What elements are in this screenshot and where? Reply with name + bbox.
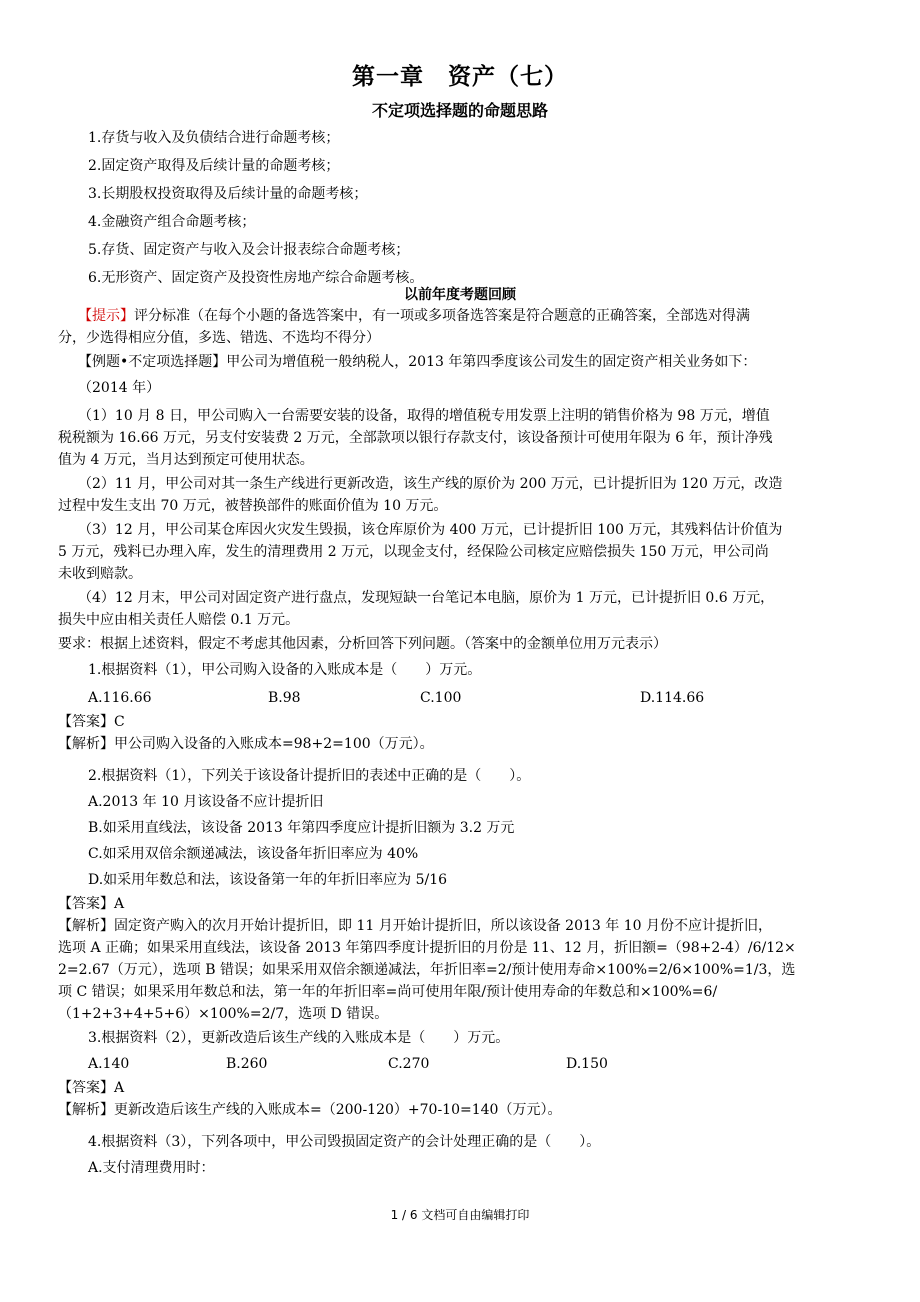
topic-item: 5.存货、固定资产与收入及会计报表综合命题考核； xyxy=(88,242,410,258)
material-2-line-1: （2）11 月，甲公司对其一条生产线进行更新改造，该生产线的原价为 200 万元，已计提折旧为 120 万元，改造 xyxy=(78,476,783,492)
section-title: 以前年度考题回顾 xyxy=(404,287,516,303)
option-b: B.260 xyxy=(226,1056,268,1072)
topic-item: 3.长期股权投资取得及后续计量的命题考核； xyxy=(88,186,368,202)
example-intro: 【例题•不定项选择题】甲公司为增值税一般纳税人，2013 年第四季度该公司发生的固定资产相关业务如下： xyxy=(78,354,757,370)
material-1-line-1: （1）10 月 8 日，甲公司购入一台需要安装的设备，取得的增值税专用发票上注明的销售价格为 98 万元，增值 xyxy=(78,408,770,424)
material-1-line-3: 值为 4 万元，当月达到预定可使用状态。 xyxy=(58,452,314,468)
subtitle: 不定项选择题的命题思路 xyxy=(371,101,548,120)
question-4-stem: 4.根据资料（3），下列各项中，甲公司毁损固定资产的会计处理正确的是（ ）。 xyxy=(88,1134,601,1150)
page-footer: 1 / 6 文档可自由编辑打印 xyxy=(390,1208,530,1222)
option-d: D.150 xyxy=(566,1056,608,1072)
option-c: C.如采用双倍余额递减法，该设备年折旧率应为 40% xyxy=(88,846,419,862)
example-year: （2014 年） xyxy=(78,380,161,396)
material-3-line-1: （3）12 月，甲公司某仓库因火灾发生毁损，该仓库原价为 400 万元，已计提折旧 100 万元，其残料估计价值为 xyxy=(78,522,783,538)
question-2-analysis-line: 选项 A 正确；如果采用直线法，该设备 2013 年第四季度计提折旧的月份是 11、12 月，折旧额=（98+2-4）/6/12× xyxy=(58,940,796,956)
requirement: 要求：根据上述资料，假定不考虑其他因素，分析回答下列问题。（答案中的金额单位用万元表示） xyxy=(58,636,667,652)
material-4-line-2: 损失中应由相关责任人赔偿 0.1 万元。 xyxy=(58,612,300,628)
topic-item: 2.固定资产取得及后续计量的命题考核； xyxy=(88,158,340,174)
option-b: B.如采用直线法，该设备 2013 年第四季度应计提折旧额为 3.2 万元 xyxy=(88,820,515,836)
option-a: A.支付清理费用时： xyxy=(88,1160,215,1176)
question-2-analysis-line: （1+2+3+4+5+6）×100%=2/7，选项 D 错误。 xyxy=(58,1006,389,1022)
hint-text: 评分标准（在每个小题的备选答案中，有一项或多项备选答案是符合题意的正确答案，全部选对得满 xyxy=(134,308,750,324)
question-3-analysis: 【解析】更新改造后该生产线的入账成本=（200-120）+70-10=140（万元）。 xyxy=(58,1102,562,1118)
option-a: A.116.66 xyxy=(88,690,152,706)
topic-item: 6.无形资产、固定资产及投资性房地产综合命题考核。 xyxy=(88,270,424,286)
topic-item: 4.金融资产组合命题考核； xyxy=(88,214,256,230)
material-2-line-2: 过程中发生支出 70 万元，被替换部件的账面价值为 10 万元。 xyxy=(58,498,448,514)
material-4-line-1: （4）12 月末，甲公司对固定资产进行盘点，发现短缺一台笔记本电脑，原价为 1 万元，已计提折旧 0.6 万元， xyxy=(78,590,775,606)
hint-tag: 【提示】 xyxy=(78,308,134,324)
option-b: B.98 xyxy=(268,690,301,706)
option-a: A.140 xyxy=(88,1056,130,1072)
hint-line-2: 分，少选得相应分值，多选、错选、不选均不得分） xyxy=(58,330,380,346)
hint-line xyxy=(78,306,888,326)
option-c: C.100 xyxy=(420,690,462,706)
option-d: D.114.66 xyxy=(640,690,705,706)
option-a: A.2013 年 10 月该设备不应计提折旧 xyxy=(88,794,324,810)
option-d: D.如采用年数总和法，该设备第一年的年折旧率应为 5/16 xyxy=(88,872,448,888)
page-title: 第一章 资产（七） xyxy=(352,64,568,90)
question-3-options xyxy=(88,1054,868,1074)
question-2-answer: 【答案】A xyxy=(58,896,125,912)
material-1-line-2: 税税额为 16.66 万元，另支付安装费 2 万元，全部款项以银行存款支付，该设备预计可使用年限为 6 年，预计净残 xyxy=(58,430,773,446)
question-3-stem: 3.根据资料（2），更新改造后该生产线的入账成本是（ ）万元。 xyxy=(88,1030,510,1046)
question-2-analysis-line: 【解析】固定资产购入的次月开始计提折旧，即 11 月开始计提折旧，所以该设备 2013 年 10 月份不应计提折旧， xyxy=(58,918,772,934)
question-2-analysis-line: 项 C 错误；如果采用年数总和法，第一年的年折旧率=尚可使用年限/预计使用寿命的年数总和×100%=6/ xyxy=(58,984,718,1000)
material-3-line-3: 未收到赔款。 xyxy=(58,566,142,582)
question-1-stem: 1.根据资料（1），甲公司购入设备的入账成本是（ ）万元。 xyxy=(88,662,482,678)
question-1-options xyxy=(88,688,868,708)
question-1-answer: 【答案】C xyxy=(58,714,125,730)
option-c: C.270 xyxy=(388,1056,430,1072)
topic-item: 1.存货与收入及负债结合进行命题考核； xyxy=(88,130,340,146)
question-1-analysis: 【解析】甲公司购入设备的入账成本=98+2=100（万元）。 xyxy=(58,736,434,752)
material-3-line-2: 5 万元，残料已办理入库，发生的清理费用 2 万元，以现金支付，经保险公司核定应赔偿损失 150 万元，甲公司尚 xyxy=(58,544,769,560)
question-2-stem: 2.根据资料（1），下列关于该设备计提折旧的表述中正确的是（ ）。 xyxy=(88,768,531,784)
question-3-answer: 【答案】A xyxy=(58,1080,125,1096)
question-2-analysis-line: 2=2.67（万元），选项 B 错误；如果采用双倍余额递减法，年折旧率=2/预计使用寿命×100%=2/6×100%=1/3，选 xyxy=(58,962,796,978)
